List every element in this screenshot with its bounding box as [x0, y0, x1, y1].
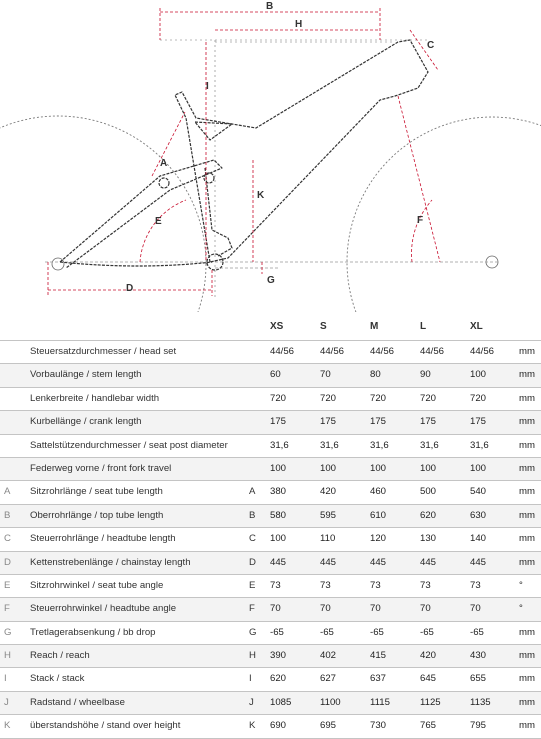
geometry-rows: [0, 340, 541, 739]
label-I: I: [206, 81, 209, 92]
row-unit: mm: [519, 369, 535, 381]
row-value: 1085: [270, 696, 292, 708]
row-value: 70: [270, 603, 281, 615]
pivot-upper: [159, 178, 169, 188]
row-value: 580: [270, 509, 287, 521]
row-value: 445: [270, 556, 287, 568]
geometry-table: [0, 314, 541, 739]
row-value: 430: [470, 650, 487, 662]
row-unit: mm: [519, 486, 535, 498]
row-value: 31,6: [420, 439, 439, 451]
row-value: 80: [370, 369, 381, 381]
row-value: 720: [370, 392, 387, 404]
row-key: I: [249, 673, 252, 685]
row-value: 1115: [370, 696, 390, 708]
row-value: 31,6: [320, 439, 339, 451]
front-wheel-outline: [347, 117, 541, 312]
row-value: 1135: [470, 696, 491, 708]
label-G: G: [267, 275, 275, 286]
row-value: 610: [370, 509, 387, 521]
row-value: 73: [420, 579, 431, 591]
row-key: E: [249, 579, 256, 591]
size-header-xl: XL: [470, 321, 483, 332]
row-key: A: [249, 486, 256, 498]
front-triangle: [175, 40, 428, 262]
row-letter: I: [4, 673, 7, 685]
size-header-row: [0, 314, 541, 340]
row-unit: mm: [519, 720, 535, 732]
row-value: 720: [270, 392, 287, 404]
row-value: 445: [470, 556, 487, 568]
table-row: [0, 715, 541, 738]
row-label: überstandshöhe / stand over height: [30, 720, 181, 732]
row-value: 60: [270, 369, 281, 381]
row-value: 175: [320, 416, 337, 428]
row-label: Steuerrohrwinkel / headtube angle: [30, 603, 177, 615]
rear-wheel-outline: [0, 116, 206, 312]
row-letter: K: [4, 720, 11, 732]
row-value: 690: [270, 720, 287, 732]
table-row: [0, 575, 541, 598]
row-value: 140: [470, 533, 487, 545]
row-value: 31,6: [370, 439, 389, 451]
row-value: 100: [320, 462, 337, 474]
table-row: [0, 528, 541, 551]
row-label: Radstand / wheelbase: [30, 696, 125, 708]
row-value: 765: [420, 720, 437, 732]
row-value: 73: [470, 579, 481, 591]
axis-lines: [160, 40, 430, 300]
pivot-lower: [204, 173, 214, 183]
row-value: 730: [370, 720, 387, 732]
label-K: K: [257, 190, 265, 201]
row-key: G: [249, 626, 257, 638]
row-unit: mm: [519, 346, 535, 357]
row-value: 655: [470, 673, 487, 685]
row-value: 70: [320, 603, 331, 615]
dimension-lines: [48, 8, 440, 296]
label-E: E: [155, 216, 162, 227]
row-unit: mm: [519, 439, 535, 451]
row-unit: mm: [519, 626, 535, 638]
label-H: H: [295, 19, 303, 30]
row-label: Sitzrohrwinkel / seat tube angle: [30, 579, 164, 591]
table-row: [0, 388, 541, 411]
row-value: -65: [270, 626, 284, 638]
row-label: Stack / stack: [30, 673, 85, 685]
size-header-xs: XS: [270, 321, 284, 332]
row-label: Sattelstützendurchmesser / seat post diameter: [30, 439, 228, 451]
row-value: 31,6: [270, 439, 289, 451]
row-value: 100: [270, 533, 287, 545]
row-value: -65: [420, 626, 434, 638]
row-value: 795: [470, 720, 487, 732]
row-value: -65: [370, 626, 384, 638]
row-key: J: [249, 696, 254, 708]
table-row: [0, 411, 541, 434]
row-letter: C: [4, 533, 11, 545]
row-unit: mm: [519, 650, 535, 662]
row-value: -65: [470, 626, 484, 638]
table-row: [0, 692, 541, 715]
size-header-s: S: [320, 321, 327, 332]
row-letter: A: [4, 486, 11, 498]
table-row: [0, 435, 541, 458]
row-letter: H: [4, 650, 11, 662]
row-key: B: [249, 509, 256, 521]
label-F: F: [417, 215, 424, 226]
row-value: 445: [420, 556, 437, 568]
row-unit: mm: [519, 416, 535, 428]
row-value: 620: [420, 509, 437, 521]
row-unit: °: [519, 579, 523, 591]
row-value: 73: [370, 579, 381, 591]
size-header-l: L: [420, 321, 427, 332]
row-value: 460: [370, 486, 387, 498]
row-key: C: [249, 533, 256, 545]
row-value: 500: [420, 486, 437, 498]
row-value: 130: [420, 533, 437, 545]
row-value: 44/56: [270, 346, 295, 357]
row-value: 630: [470, 509, 487, 521]
row-value: 70: [420, 603, 431, 615]
row-key: D: [249, 556, 256, 568]
row-label: Lenkerbreite / handlebar width: [30, 392, 160, 404]
table-row: [0, 668, 541, 691]
table-row: [0, 364, 541, 387]
row-value: 415: [370, 650, 387, 662]
row-value: 175: [420, 416, 437, 428]
label-C: C: [427, 40, 435, 51]
row-value: 44/56: [470, 346, 495, 357]
row-value: 100: [370, 462, 387, 474]
row-label: Oberrohrlänge / top tube length: [30, 509, 164, 521]
seat-stay: [60, 160, 222, 268]
label-B: B: [266, 1, 274, 12]
table-row: [0, 458, 541, 481]
row-unit: mm: [519, 509, 535, 521]
row-value: 720: [320, 392, 337, 404]
row-letter: E: [4, 579, 11, 591]
table-row: [0, 598, 541, 621]
row-unit: mm: [519, 462, 535, 474]
row-value: 73: [270, 579, 281, 591]
row-value: 175: [470, 416, 487, 428]
row-label: Reach / reach: [30, 650, 90, 662]
row-value: 175: [270, 416, 287, 428]
row-unit: mm: [519, 556, 535, 568]
top-gusset: [195, 122, 232, 140]
row-value: 100: [270, 462, 287, 474]
table-row: [0, 505, 541, 528]
bike-geometry-diagram: [0, 0, 541, 312]
shock: [205, 168, 232, 256]
row-value: 70: [470, 603, 481, 615]
row-value: 110: [320, 533, 336, 545]
table-row: [0, 645, 541, 668]
label-D: D: [126, 283, 134, 294]
row-value: 70: [370, 603, 381, 615]
row-value: 445: [370, 556, 387, 568]
row-value: 73: [320, 579, 331, 591]
row-key: K: [249, 720, 256, 732]
row-key: H: [249, 650, 256, 662]
table-row: [0, 481, 541, 504]
row-label: Kurbellänge / crank length: [30, 416, 142, 428]
row-letter: J: [4, 696, 9, 708]
row-value: 100: [470, 369, 487, 381]
dim-A: [152, 112, 185, 176]
rear-hub: [52, 258, 64, 270]
row-unit: mm: [519, 696, 535, 708]
row-value: 620: [270, 673, 287, 685]
row-value: 1125: [420, 696, 441, 708]
row-label: Vorbaulänge / stem length: [30, 369, 142, 381]
size-header-m: M: [370, 321, 379, 332]
row-unit: mm: [519, 533, 535, 545]
row-value: 695: [320, 720, 337, 732]
row-value: 445: [320, 556, 337, 568]
table-row: [0, 340, 541, 364]
table-row: [0, 552, 541, 575]
row-value: 720: [420, 392, 437, 404]
row-value: 720: [470, 392, 487, 404]
dim-F-arc: [412, 200, 432, 262]
row-unit: mm: [519, 673, 535, 685]
row-value: 44/56: [420, 346, 445, 357]
dim-E-arc: [140, 200, 186, 262]
label-A: A: [160, 158, 168, 169]
row-value: 44/56: [320, 346, 345, 357]
row-value: 1100: [320, 696, 341, 708]
row-label: Federweg vorne / front fork travel: [30, 462, 172, 474]
table-row: [0, 622, 541, 645]
row-value: 645: [420, 673, 437, 685]
row-key: F: [249, 603, 255, 615]
row-value: -65: [320, 626, 334, 638]
row-unit: °: [519, 603, 523, 615]
row-letter: F: [4, 603, 10, 615]
chain-stay: [60, 262, 212, 266]
row-value: 637: [370, 673, 387, 685]
row-value: 420: [420, 650, 437, 662]
row-value: 90: [420, 369, 431, 381]
row-value: 540: [470, 486, 487, 498]
row-value: 70: [320, 369, 331, 381]
row-value: 627: [320, 673, 337, 685]
row-value: 595: [320, 509, 337, 521]
row-value: 100: [470, 462, 487, 474]
row-letter: G: [4, 626, 12, 638]
row-value: 44/56: [370, 346, 395, 357]
row-label: Tretlagerabsenkung / bb drop: [30, 626, 156, 638]
row-letter: B: [4, 509, 11, 521]
row-value: 420: [320, 486, 337, 498]
row-letter: D: [4, 556, 11, 568]
row-value: 390: [270, 650, 287, 662]
bike-frame: [60, 40, 428, 270]
row-value: 402: [320, 650, 337, 662]
row-label: Kettenstrebenlänge / chainstay length: [30, 556, 191, 568]
row-value: 380: [270, 486, 287, 498]
row-label: Steuersatzdurchmesser / head set: [30, 346, 177, 357]
row-unit: mm: [519, 392, 535, 404]
row-value: 31,6: [470, 439, 489, 451]
row-label: Steuerrohrlänge / headtube length: [30, 533, 176, 545]
row-label: Sitzrohrlänge / seat tube length: [30, 486, 163, 498]
row-value: 100: [420, 462, 437, 474]
row-value: 120: [370, 533, 387, 545]
row-value: 175: [370, 416, 387, 428]
